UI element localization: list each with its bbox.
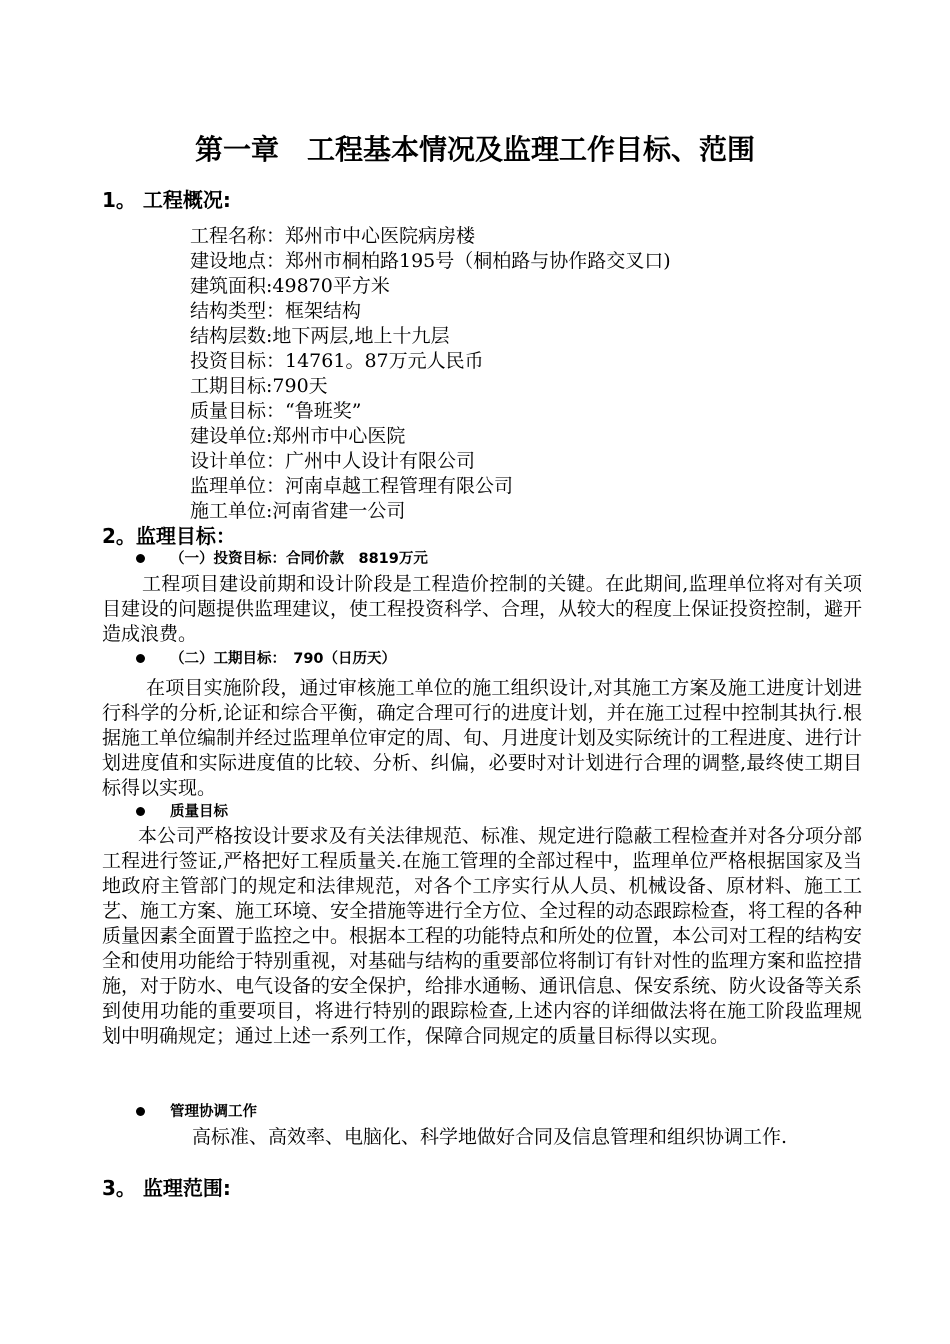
goal-schedule-text: 在项目实施阶段，通过审核施工单位的施工组织设计,对其施工方案及施工进度计划进行科学的分析,论证和综合平衡，确定合理可行的进度计划，并在施工过程中控制其执行.根据施工单位编制并经过监理单位审定的周、旬、月进度计划及实际统计的工程进度、进行计划进度值和实际进度值的比较、分析、纠偏，必要时对计划进行合理的调整,最终使工期目标得以实现。 [102, 677, 863, 799]
section-heading-scope: 3。 监理范围: [102, 1176, 231, 1200]
info-schedule-target: 工期目标:790天 [190, 375, 328, 397]
bullet-dot [136, 554, 145, 563]
goal-quality-text: 本公司严格按设计要求及有关法律规范、标准、规定进行隐蔽工程检查并对各分项分部工程进行签证,严格把好工程质量关.在施工管理的全部过程中，监理单位严格根据国家及当地政府主管部门的规定和法律规范，对各个工序实行从人员、机械设备、原材料、施工工艺、施工方案、施工环境、安全措施等进行全方位、全过程的动态跟踪检查，将工程的各种质量因素全面置于监控之中。根据本工程的功能特点和所处的位置，本公司对工程的结构安全和使用功能给于特别重视，对基础与结构的重要部位将制订有针对性的监理方案和监控措施，对于防水、电气设备的安全保护，给排水通畅、通讯信息、保安系统、防火设备等关系到使用功能的重要项目，将进行特别的跟踪检查,上述内容的详细做法将在施工阶段监理规划中明确规定；通过上述一系列工作，保障合同规定的质量目标得以实现。 [102, 825, 863, 1047]
info-floors: 结构层数:地下两层,地上十九层 [190, 325, 450, 347]
info-design-unit: 设计单位：广州中人设计有限公司 [190, 450, 476, 472]
info-project-name: 工程名称：郑州市中心医院病房楼 [190, 225, 476, 247]
info-owner-unit: 建设单位:郑州市中心医院 [190, 425, 406, 447]
info-quality-target: 质量目标：“鲁班奖” [190, 400, 362, 422]
info-supervision-unit: 监理单位：河南卓越工程管理有限公司 [190, 475, 514, 497]
bullet-dot [136, 654, 145, 663]
goal-coordination-text: 高标准、高效率、电脑化、科学地做好合同及信息管理和组织协调工作. [192, 1126, 788, 1148]
section-heading-overview: 1。 工程概况: [102, 188, 231, 212]
info-structure-type: 结构类型：框架结构 [190, 300, 362, 322]
project-info-list [190, 224, 671, 524]
goal-schedule-heading: （二）工期目标： 790（日历天） [170, 651, 397, 667]
goal-coordination-heading: 管理协调工作 [170, 1104, 257, 1120]
info-floor-area: 建筑面积:49870平方米 [190, 275, 390, 297]
info-location: 建设地点：郑州市桐柏路195号（桐柏路与协作路交叉口) [190, 250, 671, 272]
section-heading-goals: 2。监理目标： [102, 524, 236, 548]
info-construction-unit: 施工单位:河南省建一公司 [190, 500, 406, 522]
bullet-dot [136, 807, 145, 816]
goal-investment-heading: （一）投资目标：合同价款 8819万元 [170, 551, 428, 567]
goal-quality-heading: 质量目标 [170, 804, 228, 820]
goal-investment-text: 工程项目建设前期和设计阶段是工程造价控制的关键。在此期间,监理单位将对有关项目建设的问题提供监理建议，使工程投资科学、合理，从较大的程度上保证投资控制，避开造成浪费。 [102, 573, 863, 645]
bullet-dot [136, 1107, 145, 1116]
info-investment-target: 投资目标：14761。87万元人民币 [190, 350, 484, 372]
chapter-title: 第一章 工程基本情况及监理工作目标、范围 [194, 133, 755, 166]
